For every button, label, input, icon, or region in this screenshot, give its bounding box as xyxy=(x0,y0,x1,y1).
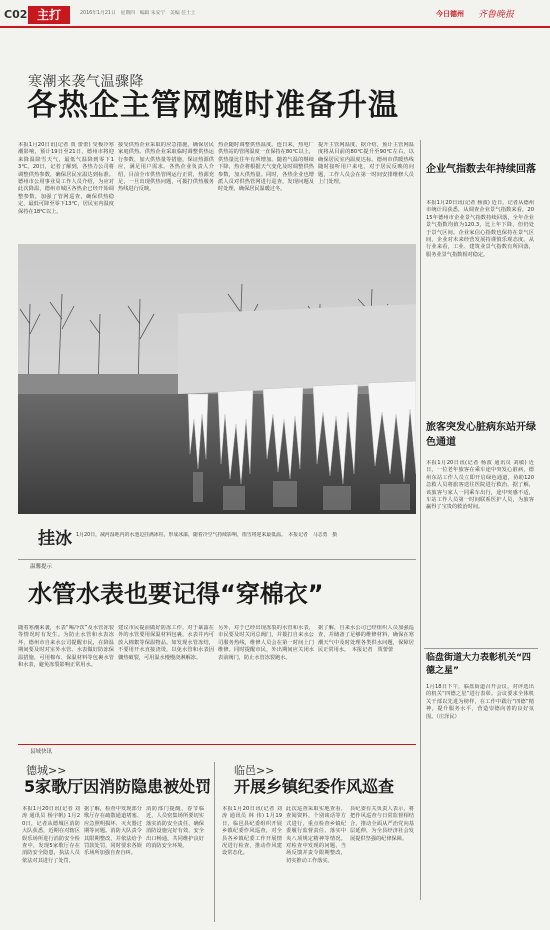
sidebar-story1-body: 本报1月20日讯(记者 杨波) 近日，记者从德州市统计局获悉，从调查企业景气指数来看，2015年德州市企业景气指数持续回落，全年企业景气指数均值为120.3，比上年下降，但仍处于景气区间。企业家信心指数也保持在景气区间，企业对未来经营发展持谨慎乐观态度。从行业来看，工业、建筑业景气指数有所回落，服务业景气指数相对稳定。 xyxy=(426,200,534,258)
article2-col-1: 随着寒潮来袭，水表“喝冷饮”及水管冻裂等情况时有发生。为防止水管和水表冻坏，德州市自来水公司提醒市民，在降温期间要及时对室外水管、水表做好防冻保温措施，可用棉布、保温材料等包裹水管和水表，避免冻裂影响正常用水。 xyxy=(18,625,114,669)
section-tag-county: 县域快讯 xyxy=(30,749,53,755)
brief2-col-1: 本报1月20日讯(记者 刘 涛 通讯员 林 伟) 1月19日，临邑县纪委组织开展乡镇纪委作风巡查，对全县各乡镇纪委工作开展情况进行检查，推动作风建设常态化。 xyxy=(222,806,282,857)
article2-col-4: 据了解，自来水公司已经组织人员加强巡查，并储备了足够的维修材料，确保在寒潮天气中及时处理各类供水问题，保障居民正常用水。 本报记者 贾蕾蕾 xyxy=(318,625,414,654)
sidebar-story3-body: 1月18日下午，临盘街道召开会议，对评选出的机关“四德之星”进行表彰。会议要求全体机关干部以先进为榜样，在工作中践行“四德”精神，提升服务水平，营造崇德向善的良好氛围。（庄泽民） xyxy=(426,684,534,720)
brief1-col-2: 据了解，检查中发现部分歌厅存在疏散通道堵塞、应急照明损坏、灭火器过期等问题。消防大队责令其限期整改，并依法给予罚款处罚，同时要求各娱乐场所加强自查自纠。 xyxy=(84,806,142,857)
brief-divider xyxy=(214,762,215,922)
lead-col-3: 热企随时调整供热温度。连日来，热电厂供热站的管网温度一直保持在80℃以上，供热量比往年有所增加。随着气温的继续下降，热企将根据天气变化及时调整供热参数，加大供热量。同时，各热企业也增派人员对供热管网进行巡查，发现问题及时处理，确保居民温暖过冬。 xyxy=(218,142,314,193)
sidebar-story2-body: 本报1月20日讯(记者 杨波 通讯员 刘敏) 近日，一位老年旅客在乘车途中突发心脏病，德州东站工作人员立即开启绿色通道，协助120急救人员将旅客送往医院进行救治。据了解，该旅客与家人一同乘车出行，途中突感不适，车站工作人员第一时间联系医护人员，为旅客赢得了宝贵的救治时间。 xyxy=(426,460,534,511)
lead-col-2: 接受供热企业采取的应急措施，确保居民家庭供热。供热企业采取临时调整供热运行参数，加大供热量等措施，保证热源供应，满足用户需求。各热企业负责人介绍，目前全市供热管网运行正常，热源充足，一旦出现供热问题，可拨打供热服务热线进行反映。 xyxy=(118,142,214,193)
masthead-logo: 齐鲁晚报 xyxy=(478,10,515,20)
sidebar-separator xyxy=(424,648,538,649)
brief1-kicker: 德城>> xyxy=(26,764,67,777)
article2-headline: 水管水表也要记得“穿棉衣” xyxy=(28,580,324,608)
lead-col-4: 提升主管网温度。据介绍，预计主管网温度将从目前的80℃提升至90℃左右，以确保居民室内温度达标。德州市供暖热线随时接听用户来电，对于居民反映的问题，工作人员会在第一时间安排维修人员上门处理。 xyxy=(318,142,414,186)
news-photo-icicles xyxy=(18,244,416,514)
sidebar-story3-title: 临盘街道大力表彰机关“四德之星” xyxy=(426,653,531,676)
section-divider-1 xyxy=(18,559,416,560)
article2-col-3: 另外，对于已经出现冻裂的水管和水表，市民要及时关闭总阀门，并拨打自来水公司服务热线，维修人员会在第一时间上门维修。同时提醒市民，外出期间应关闭水表前阀门，防止水管冻裂跑水。 xyxy=(218,625,314,661)
lead-headline: 各热企主管网随时准备升温 xyxy=(27,88,399,123)
lead-kicker: 寒潮来袭气温骤降 xyxy=(28,74,144,90)
page-number: C02 xyxy=(4,8,28,21)
lead-col-1: 本报1月20日讯(记者 贾 蕾蕾) 受极冷寒潮影响，预计19日至21日，德州市将迎来降温降雪天气，最低气温降到零下13℃。20日，记者了解到，各热力公司将调整供热参数，确保居民室温达到标准。德州市公用事业局工作人员介绍，为应对此次降温，德州市城区各热企已经开始调整参数，加强了管网巡查，确保供热稳定，最低可降至零下13℃，居民室内温度保持在18℃以上。 xyxy=(18,142,114,215)
sidebar-story1-title: 企业气指数去年持续回落 xyxy=(426,164,536,175)
sidebar-story2-title: 旅客突发心脏病东站开绿色通道 xyxy=(426,422,536,448)
sidebar-divider xyxy=(420,140,421,900)
brief2-col-2: 此次巡查采取实地查看、查阅资料、个别谈话等方式进行，重点检查乡镇纪委履行监督责任、落实中央八项规定精神等情况。对检查中发现的问题，当场反馈并责令限期整改，切实推动工作落实。 xyxy=(286,806,346,864)
section-divider-2 xyxy=(18,744,416,745)
issue-meta: 2016年1月21日 星期四 编辑 朱安宁 美编 任士上 xyxy=(80,11,196,16)
photo-caption-title: 挂冰 xyxy=(38,529,72,549)
brief2-kicker: 临邑>> xyxy=(234,764,275,777)
header-rule xyxy=(0,26,550,28)
brief1-col-1: 本报1月20日讯(记者 刘 涛 通讯员 杨宇帆) 1月20日，记者从德城区消防大队获悉，近期在对辖区娱乐场所进行消防安全检查中，发现5家歌厅存在消防安全隐患，执法人员依法对其进行了处罚。 xyxy=(22,806,80,864)
brief2-headline: 开展乡镇纪委作风巡查 xyxy=(234,777,395,796)
section-tag-tips: 温馨提示 xyxy=(30,564,53,570)
section-label: 主打 xyxy=(28,6,70,24)
brand-name: 今日德州 xyxy=(436,10,464,18)
brief2-col-3: 县纪委有关负责人表示，将把作风巡查与日常监督相结合，推动全面从严治党向基层延伸，为全县经济社会发展提供坚强的纪律保障。 xyxy=(350,806,414,842)
brief1-headline: 5家歌厅因消防隐患被处罚 xyxy=(24,777,212,796)
brief1-col-3: 消防部门提醒，春节临近，人员密集场所要切实落实消防安全责任，确保消防设施完好有效，安全出口畅通，共同维护良好的消防安全环境。 xyxy=(146,806,204,850)
photo-caption: 1月20日，减河湿地内的水池边挂满冰柱，形成冰瀑，随着冷空气持续影响，雨雪将迎来最低温。 本报记者 马志勇 摄 xyxy=(76,532,338,538)
article2-col-2: 建议市民提前做好防冻工作，对于暴露在外的水管要用保温材料包裹，水表井内可放入棉絮等保温物品。如发现水管冻结，不要用开水直接浇烫，以免水管和水表因骤热破裂，可用温水慢慢浇淋解冻。 xyxy=(118,625,214,661)
